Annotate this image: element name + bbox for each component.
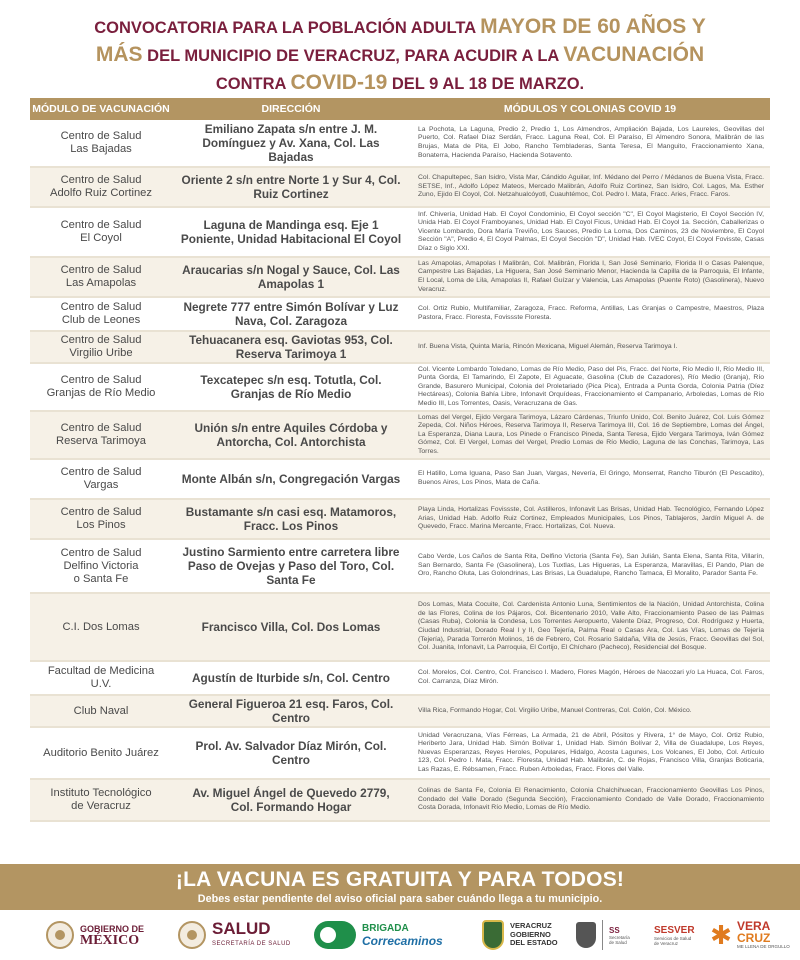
colonias-cell: Col. Chapultepec, San Isidro, Vista Mar, Cándido Aguilar, Inf. Médano del Perro / Médanos de Buena Vista, Fracc. SETSE, Inf., Adolfo López Mateos, Mercado Malibrán, Adolfo Ruiz Cortinez, San Isidro, Col. Lagos, Ma. Esther Zuno, Ejido El Coyol, Col. Netzahualcóyotl, Cuauhtémoc, Col. Pedro I. Mata, Fracc. Aries, Fracc. Faros. (418, 174, 764, 199)
logo-text: SS (609, 925, 620, 935)
modulo-cell: Centro de Salud Virgilio Uribe (60, 334, 142, 359)
direccion-cell: Monte Albán s/n, Congregación Vargas (181, 472, 401, 486)
table-row (30, 460, 770, 500)
colonias-cell: Col. Morelos, Col. Centro, Col. Francisco I. Madero, Flores Magón, Héroes de Nacozari y/o La Huaca, Col. Faros, Col. Carranza, Díaz Mirón. (418, 669, 764, 685)
logo-text: Secretaría de Salud (609, 934, 630, 945)
logo-text: CRUZ (737, 931, 771, 945)
logo-strip (0, 910, 800, 960)
logo-text: SESVER (654, 924, 695, 936)
title-highlight: MÁS (95, 43, 143, 66)
modulo-cell: Club Naval (73, 704, 129, 717)
direccion-cell: Justino Sarmiento entre carretera libre Paso de Ovejas y Paso del Toro, Col. Santa Fe (182, 545, 400, 587)
table-row (30, 412, 770, 460)
logo-text: VERA (737, 919, 771, 933)
colonias-cell: Villa Rica, Formando Hogar, Col. Virgilio Uribe, Manuel Contreras, Col. Colón, Col. México. (418, 706, 692, 714)
modulo-cell: Centro de Salud Delfino Victoria o Santa Fe (60, 546, 142, 585)
colonias-cell: Inf. Buena Vista, Quinta María, Rincón Mexicana, Miguel Alemán, Reserva Tarimoya I. (418, 342, 678, 350)
table-header (30, 98, 770, 120)
direccion-cell: Bustamante s/n casi esq. Matamoros, Fracc. Los Pinos (185, 505, 397, 533)
sesver-logo (654, 918, 695, 952)
table-row (30, 500, 770, 540)
logo-text: VERACRUZ GOBIERNO DEL ESTADO (510, 921, 558, 948)
direccion-cell: Texcatepec s/n esq. Totutla, Col. Granjas de Río Medio (200, 373, 382, 401)
direccion-cell: Francisco Villa, Col. Dos Lomas (201, 620, 381, 634)
table-row (30, 696, 770, 728)
table-row (30, 298, 770, 332)
modulo-cell: Facultad de Medicina U.V. (47, 665, 155, 690)
title-highlight: MAYOR DE 60 AÑOS Y (480, 15, 706, 38)
logo-text: Correcaminos (362, 934, 443, 948)
veracruz-orgullo-logo (708, 918, 790, 952)
direccion-cell: Oriente 2 s/n entre Norte 1 y Sur 4, Col. Ruiz Cortinez (181, 173, 401, 201)
direccion-cell: Unión s/n entre Aquiles Córdoba y Antorcha, Col. Antorchista (194, 421, 388, 449)
modulo-cell: Centro de Salud Reserva Tarimoya (56, 422, 146, 447)
title-text: DEL MUNICIPIO DE VERACRUZ, PARA ACUDIR A LA (142, 47, 564, 65)
modulo-cell: Centro de Salud El Coyol (60, 219, 142, 244)
direccion-cell: Prol. Av. Salvador Díaz Mirón, Col. Centro (195, 739, 387, 767)
flower-icon: ✱ (710, 920, 732, 950)
direccion-cell: General Figueroa 21 esq. Faros, Col. Centro (188, 697, 394, 725)
vaccination-table (30, 98, 770, 822)
roadrunner-icon (314, 921, 356, 949)
table-row (30, 728, 770, 780)
modulo-cell: Centro de Salud Granjas de Río Medio (46, 374, 156, 399)
column-header-modulo: MÓDULO DE VACUNACIÓN (32, 103, 170, 115)
logo-text: MÉXICO (80, 933, 140, 948)
colonias-cell: Colinas de Santa Fe, Colonia El Renacimiento, Colonia Chalchihuecan, Fraccionamiento Geovillas Los Pinos, Condado del Valle Dorado (Segunda Sección), Fraccionamiento Condado de Valle Dorado, Fraccionamiento Costa Dorada, Infonavit Río Medio, Lomas de Río Medio. (418, 787, 764, 812)
colonias-cell: Inf. Chivería, Unidad Hab. El Coyol Condominio, El Coyol sección "C", El Coyol Magisterio, El Coyol Sección IV, Unida Hab. El Coyol Framboyanes, Unidad Hab. El Coyol Ficus, Unidad Hab. El Coyol 1a. Sección, Caballerizas o Vicente Lombardo, Dora María Treviño, Los Sauces, Predio La Loma, Dos Caminos, 23 de Noviembre, El Coyol Sección "A", Predio 4, El Coyol Palmas, El Coyol Sección "D", Unidad Hab. IVEC Coyol, El Coyol Fovisste, Casas Díaz o Siglo XXI. (418, 210, 764, 252)
page-header (0, 0, 800, 96)
colonias-cell: Unidad Veracruzana, Vías Férreas, La Armada, 21 de Abril, Pósitos y Rivera, 1° de Mayo, Col. Ortiz Rubio, Heriberto Jara, Unidad Hab. Simón Bolívar 1, Unidad Hab. Simón Bolívar 2, Villa de Guadalupe, Los Reyes, Nuevas Esperanzas, Reyes Heroles, Populares, Hidalgo, Acosta Lagunes, Los Volcanes, El Jobo, Col. Artículo 123, Col. Pedro I. Mata, Fracc. Floresta, Unidad Hab. Malibrán, C. de Rojas, Francisco Villa, Granjas Boticaria, Las Razas, E. Rébsamen, Fracc. Ruben Arboledas, Fracc. Flores del Valle. (418, 731, 764, 773)
footer-headline: ¡LA VACUNA ES GRATUITA Y PARA TODOS! (175, 868, 625, 891)
state-shield-icon (576, 922, 596, 948)
modulo-cell: Centro de Salud Adolfo Ruiz Cortinez (50, 174, 152, 199)
ss-logo (576, 918, 630, 952)
colonias-cell: El Hatillo, Loma Iguana, Paso San Juan, Vargas, Nevería, El Gringo, Monserrat, Rancho Tiburón (El Pescadito), Buenos Aires, Los Pinos, Mata de Caña. (418, 470, 764, 486)
table-row (30, 332, 770, 364)
logo-text: SALUD (212, 919, 271, 938)
title-text: CONTRA (215, 75, 291, 93)
colonias-cell: Col. Vicente Lombardo Toledano, Lomas de Río Medio, Paso del Pis, Fracc. del Norte, Río Medio II, Río Medio III, Punta Gorda, El Tamarindo, El Zapote, El Aguacate, Gasolina (Club de Cazadores), Río Medio (Granja), Río Grande, Basurero Municipal, Colonia del Proletariado (Pica Pica), Entrada a Punta Gorda, Colonia Patria (Díez Hectáreas), Colonia Bahía Libre, Infonavit Orquídeas, Fraccionamiento el Campanario, Arboledas, Lomas de Río Medio III, Los Torrentes, Oasis, Veracruzana de Gas. (418, 365, 764, 407)
title-line-2 (0, 42, 800, 70)
direccion-cell: Araucarias s/n Nogal y Sauce, Col. Las Amapolas 1 (182, 263, 400, 291)
direccion-cell: Tehuacanera esq. Gaviotas 953, Col. Reserva Tarimoya 1 (189, 333, 393, 361)
secretaria-de-salud-logo (178, 918, 291, 952)
modulo-cell: Centro de Salud Club de Leones (60, 301, 142, 326)
table-row (30, 208, 770, 258)
direccion-cell: Negrete 777 entre Simón Bolívar y Luz Nava, Col. Zaragoza (183, 300, 399, 328)
footer-banner (0, 864, 800, 910)
title-text: CONVOCATORIA PARA LA POBLACIÓN ADULTA (94, 19, 481, 37)
modulo-cell: C.I. Dos Lomas (62, 620, 140, 633)
colonias-cell: Las Amapolas, Amapolas I Malibrán, Col. Malibrán, Florida I, San José Seminario, Florida II o Casas Palenque, Campestre Las Bajadas, La Higuera, San José Seminario Menor, Hacienda la Capilla de la Parroquia, El Infante, El Local, Loma de Lila, Amapolas II, Rafael Guízar y Valencia, Las Amapolas (Puente Roto) (Gasolinera), Nuevo Veracruz. (418, 259, 764, 293)
logo-text: GOBIERNO DE (80, 924, 145, 934)
modulo-cell: Auditorio Benito Juárez (43, 746, 159, 759)
colonias-cell: La Pochota, La Laguna, Predio 2, Predio 1, Los Almendros, Ampliación Bajada, Los Laureles, Geovillas del Puerto, Col. Rafael Díaz Serdán, Fracc. Laguna Real, Col. El Paraíso, El Almendro Sonora, Malibrán de las Brujas, Mata de Pita, El Jobo, Rancho Tembladeras, Santa Teresa, El Manguito, Fraccionamiento Xana, Bonaterra, Hacienda Paraíso, Hacienda Sotavento. (418, 125, 764, 159)
modulo-cell: Centro de Salud Vargas (60, 466, 142, 491)
salud-seal-icon (178, 921, 206, 949)
logo-text: SECRETARÍA DE SALUD (212, 941, 291, 947)
title-highlight: COVID-19 (290, 71, 388, 94)
modulo-cell: Centro de Salud Los Pinos (60, 506, 142, 531)
brigada-correcaminos-logo (314, 918, 443, 952)
table-body (30, 120, 770, 822)
colonias-cell: Lomas del Vergel, Ejido Vergara Tarimoya, Lázaro Cárdenas, Triunfo Unido, Col. Benito Juárez, Col. Luis Gómez Zepeda, Col. Niños Héroes, Reserva Tarimoya II, Reserva Tarimoya III, Col. 16 de Septiembre, Lomas del Ángel, La Esperanza, Diana Laura, Los Pinede o Francisco Pineda, Santa Teresa, Ejido Vergara Tarimoya, Iván Gómez Gómez, Col. El Vergel, Lomas del Vergel, Predio Lomas de Río Medio, Laguna de las Conchas, Tarimoya, Las Torres. (418, 413, 764, 455)
colonias-cell: Cabo Verde, Los Caños de Santa Rita, Delfino Victoria (Santa Fe), San Julián, Santa Elena, Santa Rita, Villarín, San Bernardo, Santa Fe (Gasolinera), Los Tuxtlas, Las Higueras, La Esperanza, Maravillas, El Pando, Plan de Oro, Rancho Oluta, Las Golondrinas, Las Brisas, La Guadalupe, Rancho Tamaca, El Moralito, Parador Santa Fe. (418, 553, 764, 578)
colonias-cell: Col. Ortiz Rubio, Multifamiliar, Zaragoza, Fracc. Reforma, Antillas, Las Granjas o Campestre, Maestros, Plaza Pastora, Fracc. Floresta, Fovissste Floresta. (418, 305, 764, 321)
gobierno-de-mexico-logo (46, 918, 144, 952)
title-line-3 (0, 70, 800, 98)
table-row (30, 258, 770, 298)
direccion-cell: Agustín de Iturbide s/n, Col. Centro (192, 671, 390, 685)
logo-text: ME LLENA DE ORGULLO (737, 944, 790, 949)
table-row (30, 120, 770, 168)
modulo-cell: Centro de Salud Las Amapolas (60, 264, 142, 289)
footer-subtext: Debes estar pendiente del aviso oficial para saber cuándo llega a tu municipio. (197, 893, 603, 905)
table-row (30, 168, 770, 208)
direccion-cell: Laguna de Mandinga esq. Eje 1 Poniente, Unidad Habitacional El Coyol (180, 218, 402, 246)
table-row (30, 364, 770, 412)
table-row (30, 780, 770, 822)
mexico-seal-icon (46, 921, 74, 949)
modulo-cell: Instituto Tecnológico de Veracruz (50, 787, 152, 812)
title-highlight: VACUNACIÓN (563, 43, 705, 66)
column-header-direccion: DIRECCIÓN (261, 103, 321, 115)
table-row (30, 662, 770, 696)
title-line-1 (0, 14, 800, 42)
table-row (30, 594, 770, 662)
logo-text: BRIGADA (362, 923, 409, 934)
column-header-colonias: MÓDULOS Y COLONIAS COVID 19 (503, 103, 677, 115)
title-text: DEL 9 AL 18 DE MARZO. (387, 75, 585, 93)
direccion-cell: Emiliano Zapata s/n entre J. M. Domínguez y Av. Xana, Col. Las Bajadas (202, 122, 380, 164)
table-row (30, 540, 770, 594)
modulo-cell: Centro de Salud Las Bajadas (60, 130, 142, 155)
colonias-cell: Dos Lomas, Mata Cocuite, Col. Cardenista Antonio Luna, Sentimientos de la Nación, Unidad Antorchista, Colina de las Flores, Colina de los Pájaros, Col. Bicentenario 2010, Valle Alto, Fraccionamiento Paseo de las Palmas (Casas Ruba), Colonia la Condesa, Los Torrentes Aeropuerto, Valente Díaz, Progreso, Col. Rodríguez y Huerta, Ciudad Industrial, Dorado Real I y II, Geo Tejería, Palma Real o Casas Ara, Col. Las Vías, Lomas de Tejería (Tejería), Parada Torrerón Molinos, 16 de Febrero, Col. Rosario Saldaña, Villa de Jesús, Fracc. Geovillas del Sol, Col. Juanita, Infonavit, La Parroquia, El Cortijo, El Chícharo (Pacheco), Residencial del Bosque. (418, 601, 764, 652)
colonias-cell: Playa Linda, Hortalizas Fovissste, Col. Astilleros, Infonavit Las Brisas, Unidad Hab. Tecnológico, Fernando López Arias, Unidad Hab. Adolfo Ruiz Cortinez, Empleados Municipales, Los Pinos, Tablajeros, Jardín Miguel A. de Quevedo, Fracc. Marina Mercante, Fracc. Hortalizas, Col. Nueva. (418, 506, 764, 531)
direccion-cell: Av. Miguel Ángel de Quevedo 2779, Col. Formando Hogar (192, 786, 390, 814)
logo-text: Servicios de Salud de Veracruz (654, 935, 692, 946)
veracruz-gobierno-logo (482, 918, 558, 952)
veracruz-shield-icon (482, 920, 504, 950)
